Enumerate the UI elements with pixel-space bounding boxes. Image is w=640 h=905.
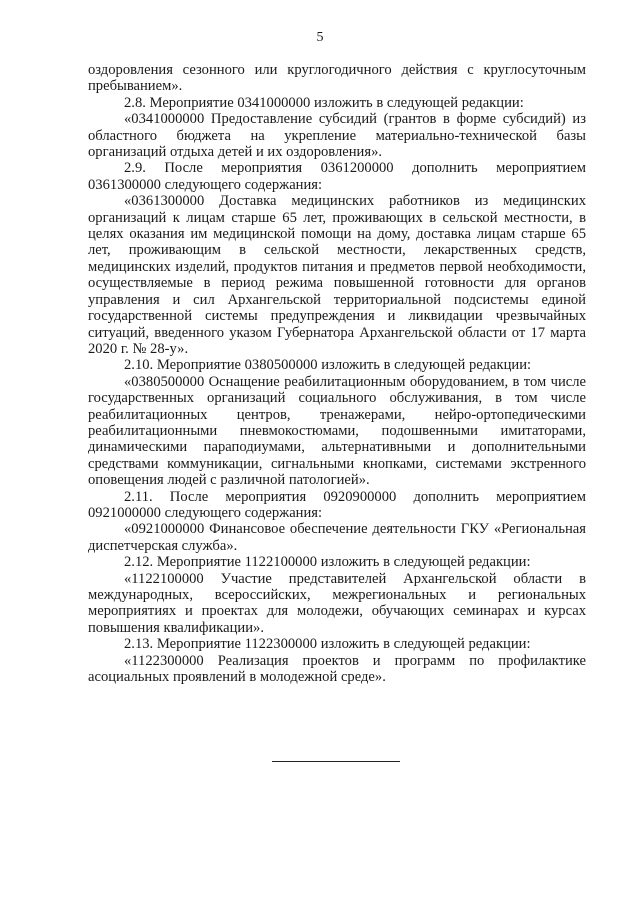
- paragraph-2-13-heading: 2.13. Мероприятие 1122300000 изложить в следующей редакции:: [124, 636, 531, 653]
- paragraph-2-11-heading: 2.11. После мероприятия 0920900000 дополнить мероприятием 0921000000 следующего содержания:: [88, 488, 586, 521]
- end-separator-line: [272, 761, 400, 762]
- paragraph-continuation: оздоровления сезонного или круглогодичного действия с круглосуточным пребыванием».: [88, 62, 586, 95]
- paragraph-2-8-text: «0341000000 Предоставление субсидий (грантов в форме субсидий) из областного бюджета на укрепление материально-технической базы организаций отдыха детей и их оздоровления».: [88, 111, 586, 161]
- paragraph-2-9-heading: 2.9. После мероприятия 0361200000 дополнить мероприятием 0361300000 следующего содержания:: [88, 160, 586, 193]
- paragraph-2-9-text: «0361300000 Доставка медицинских работников из медицинских организаций к лицам старше 65 лет, проживающих в сельской местности, в целях оказания им медицинской помощи на дому, доставка лицам старше 65 лет, проживающим в сельской местности, лекарственных средств, медицинских изделий, продуктов питания и предметов первой необходимости, осуществляемые в период режима повышенной готовности для органов управления и сил Архангельской территориальной подсистемы единой государственной системы предупреждения и ликвидации чрезвычайных ситуаций, введенного указом Губернатора Архангельской области от 17 марта 2020 г. № 28-у».: [88, 193, 586, 357]
- paragraph-2-10-heading: 2.10. Мероприятие 0380500000 изложить в следующей редакции:: [124, 357, 532, 374]
- paragraph-2-12-text: «1122100000 Участие представителей Архангельской области в международных, всероссийских, межрегиональных и региональных мероприятиях и проектах для молодежи, обучающих семинарах и курсах повышения квалификации».: [88, 570, 586, 636]
- paragraph-2-8-heading: 2.8. Мероприятие 0341000000 изложить в следующей редакции:: [124, 94, 524, 111]
- paragraph-2-11-text: «0921000000 Финансовое обеспечение деятельности ГКУ «Региональная диспетчерская служба».: [88, 521, 586, 554]
- paragraph-2-13-text: «1122300000 Реализация проектов и программ по профилактике асоциальных проявлений в молодежной среде».: [88, 652, 586, 686]
- page-number: 5: [316, 30, 324, 45]
- paragraph-2-10-text: «0380500000 Оснащение реабилитационным оборудованием, в том числе государственных организаций социального обслуживания, в том числе реабилитационных центров, тренажерами, нейро-ортопедическими реабилитационными пневмокостюмами, подошвенными имитаторами, динамическими параподиумами, альтернативными и дополнительными средствами коммуникации, сигнальными кнопками, системами экстренного оповещения людей с различной патологией».: [88, 373, 586, 489]
- paragraph-2-12-heading: 2.12. Мероприятие 1122100000 изложить в следующей редакции:: [124, 554, 531, 571]
- document-body: [88, 62, 586, 685]
